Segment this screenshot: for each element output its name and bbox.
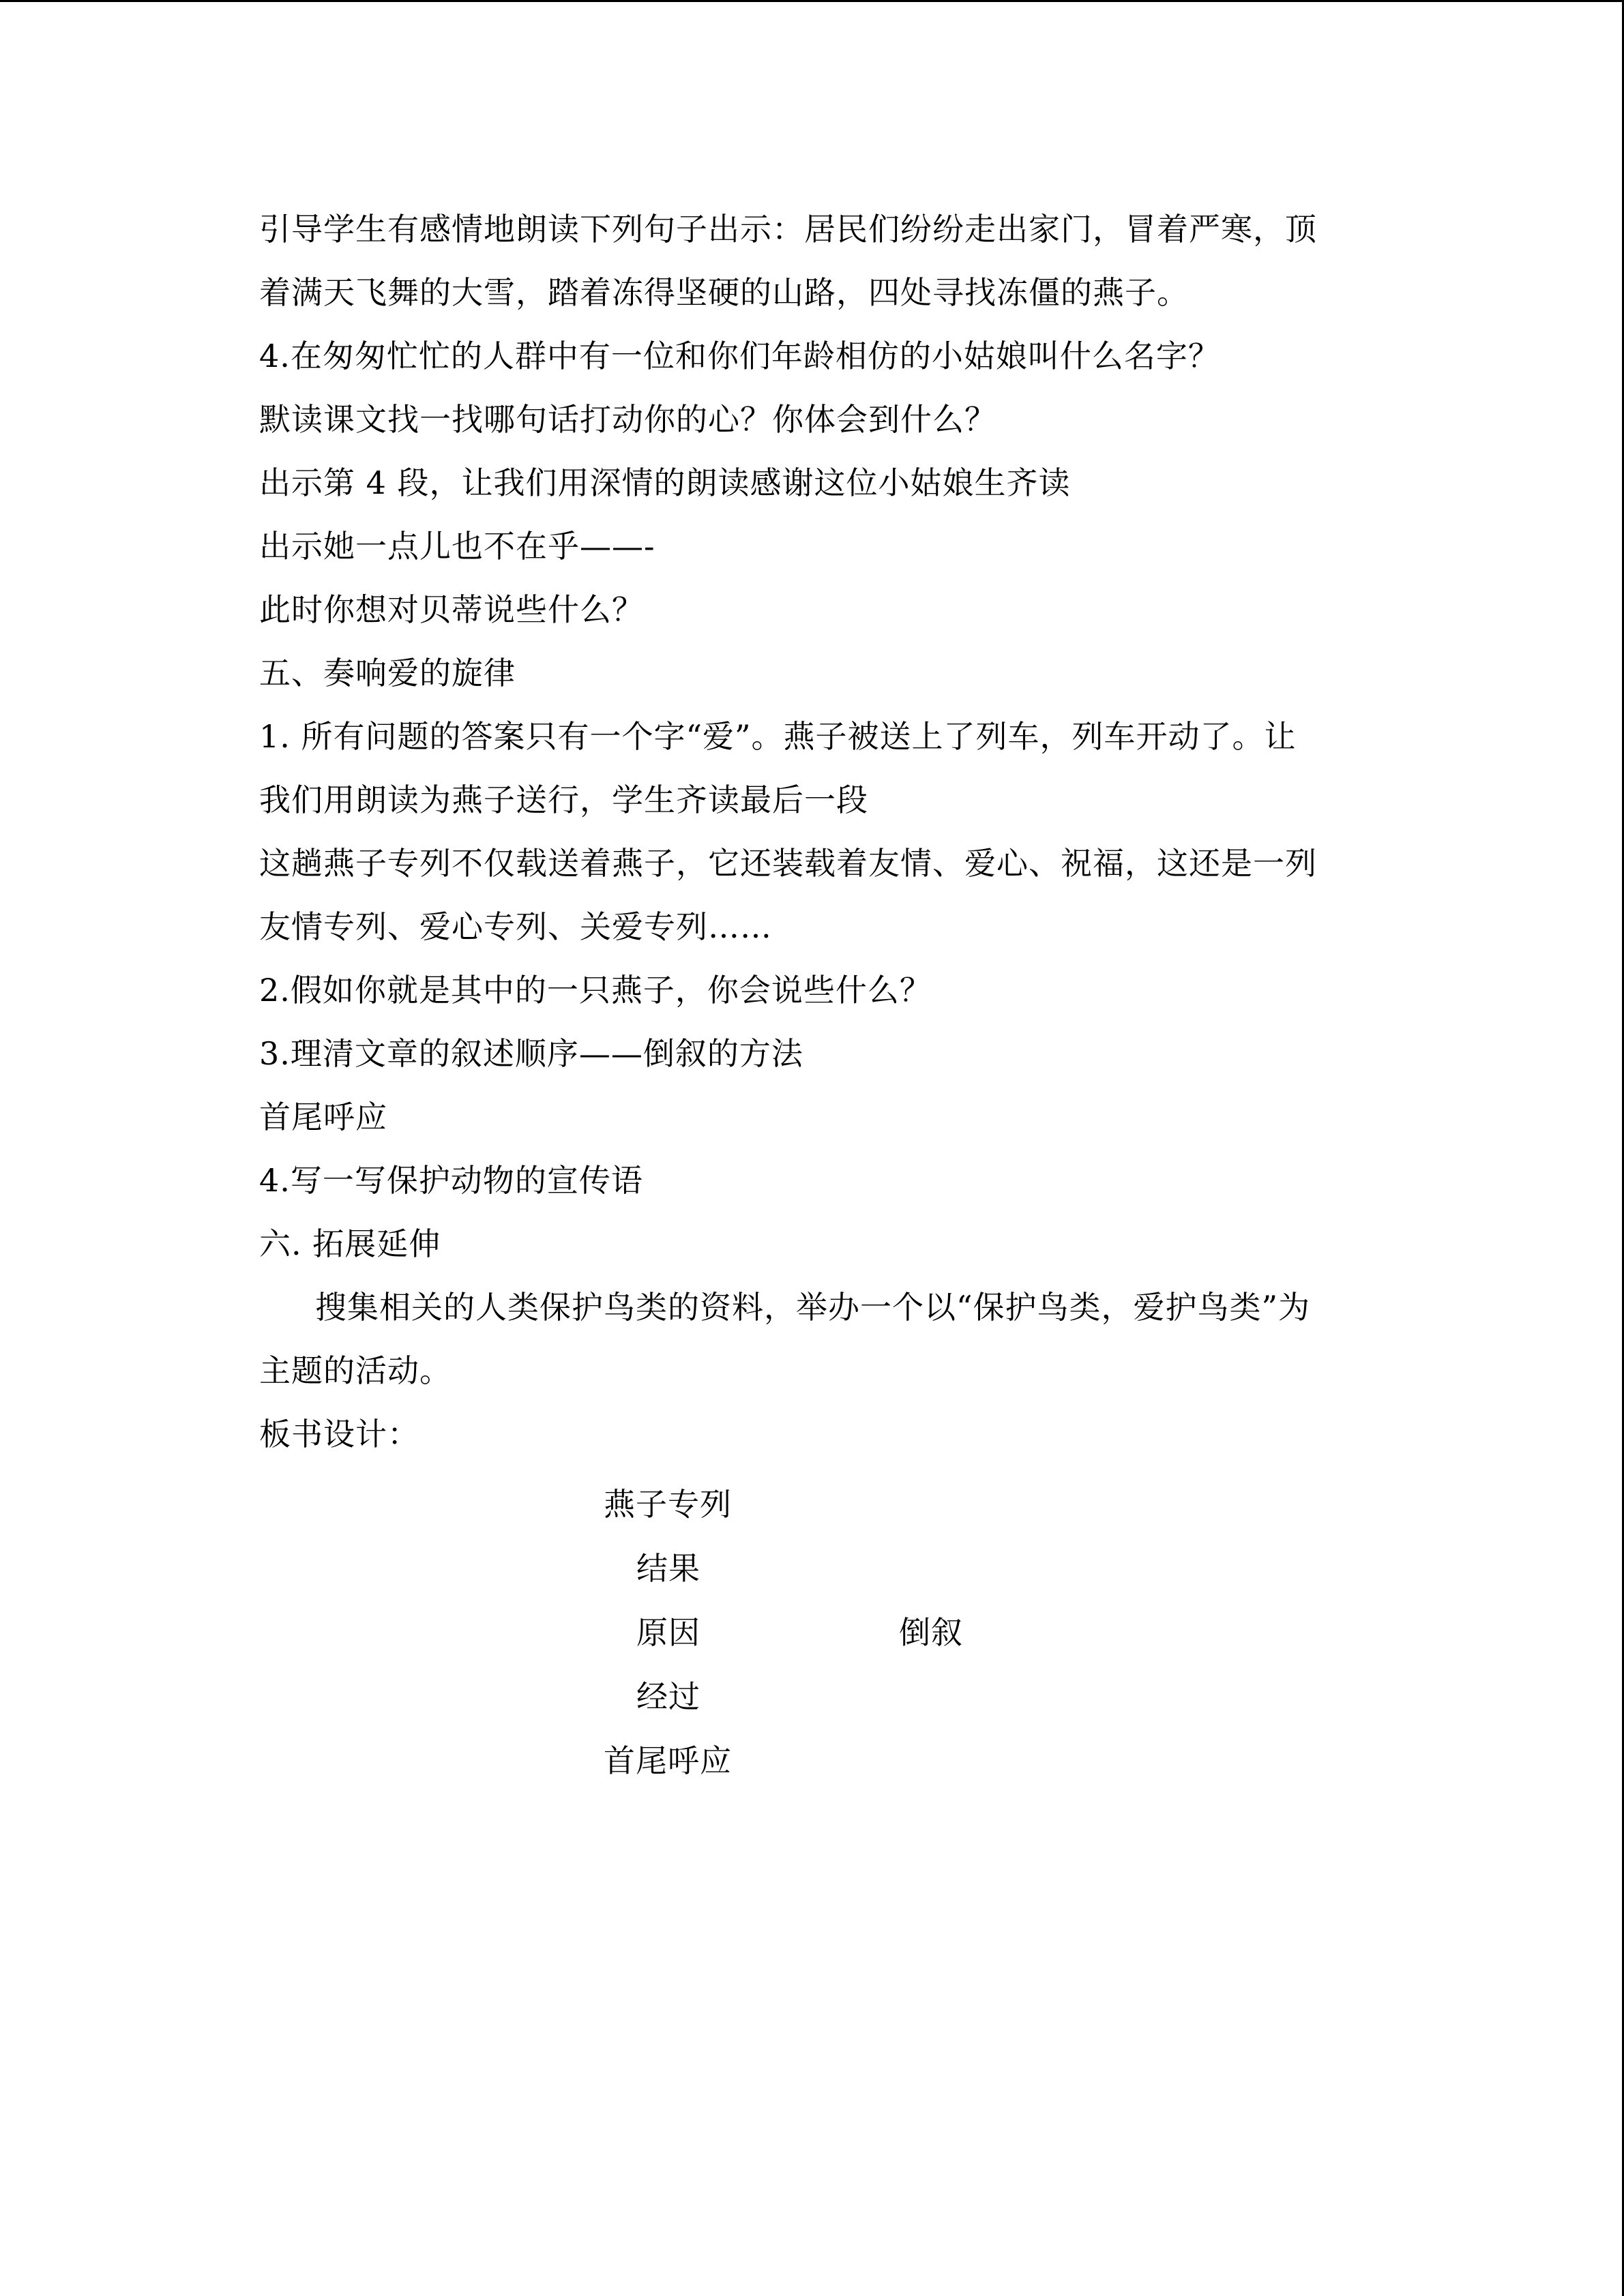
board-design-label: 板书设计： xyxy=(259,1416,419,1452)
paragraph-line: 4.在匆匆忙忙的人群中有一位和你们年龄相仿的小姑娘叫什么名字？ xyxy=(259,338,1220,374)
board-title: 燕子专列 xyxy=(604,1486,732,1523)
paragraph-line: 主题的活动。 xyxy=(259,1352,452,1389)
board-method: 倒叙 xyxy=(899,1614,963,1651)
paragraph-line: 此时你想对贝蒂说些什么？ xyxy=(259,591,644,628)
board-result: 结果 xyxy=(636,1550,700,1587)
paragraph-line: 默读课文找一找哪句话打动你的心？你体会到什么？ xyxy=(259,401,996,438)
paragraph-line: 这趟燕子专列不仅载送着燕子，它还装载着友情、爱心、祝福，这还是一列 xyxy=(259,845,1317,882)
board-reason: 原因 xyxy=(636,1614,700,1651)
paragraph-line: 1. 所有问题的答案只有一个字“爱”。燕子被送上了列车，列车开动了。让 xyxy=(259,718,1297,755)
paragraph-line: 3.理清文章的叙述顺序——倒叙的方法 xyxy=(259,1035,803,1072)
document-body xyxy=(259,198,1371,1466)
paragraph-line: 搜集相关的人类保护鸟类的资料，举办一个以“保护鸟类，爱护鸟类”为 xyxy=(315,1289,1311,1326)
paragraph-line: 我们用朗读为燕子送行，学生齐读最后一段 xyxy=(259,781,868,818)
paragraph-line: 引导学生有感情地朗读下列句子出示：居民们纷纷走出家门，冒着严寒，顶 xyxy=(259,211,1317,248)
paragraph-line: 友情专列、爱心专列、关爱专列…… xyxy=(259,908,772,945)
paragraph-line: 着满天飞舞的大雪，踏着冻得坚硬的山路，四处寻找冻僵的燕子。 xyxy=(259,274,1189,311)
paragraph-line: 2.假如你就是其中的一只燕子，你会说些什么？ xyxy=(259,972,932,1009)
paragraph-line: 出示第 4 段，让我们用深情的朗读感谢这位小姑娘生齐读 xyxy=(259,464,1071,501)
board-ending: 首尾呼应 xyxy=(604,1742,732,1779)
section-heading: 五、奏响爱的旋律 xyxy=(259,655,516,691)
paragraph-line: 首尾呼应 xyxy=(259,1099,387,1135)
paragraph-line: 出示她一点儿也不在乎——- xyxy=(259,528,655,565)
board-process: 经过 xyxy=(636,1678,700,1715)
section-heading: 六. 拓展延伸 xyxy=(259,1225,441,1262)
page-border-top xyxy=(0,0,1624,2)
paragraph-line: 4.写一写保护动物的宣传语 xyxy=(259,1162,643,1199)
